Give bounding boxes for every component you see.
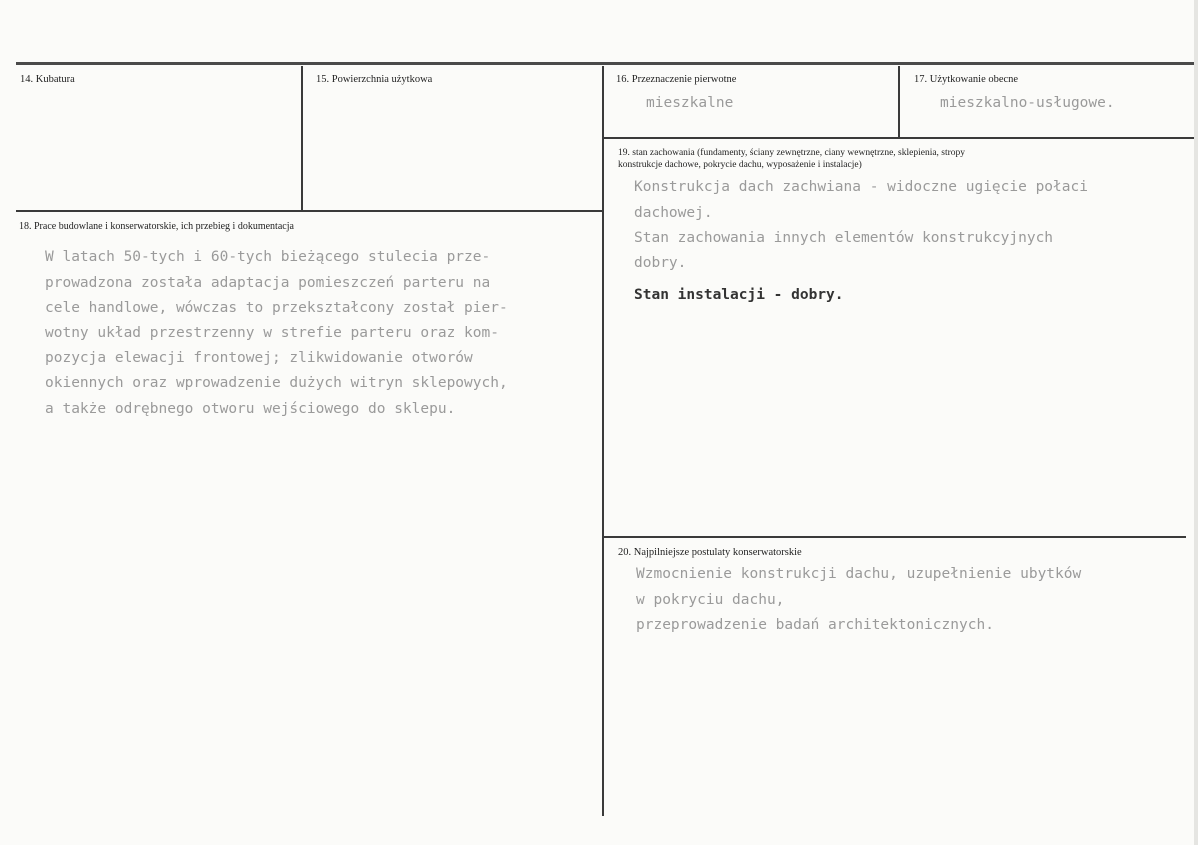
divider-row1-right	[603, 137, 1195, 139]
field-19-emphasis: Stan instalacji - dobry.	[634, 287, 844, 303]
divider-row1-left	[16, 210, 602, 212]
field-18-line: wotny układ przestrzenny w strefie parteru oraz kom-	[45, 325, 499, 341]
field-16-value: mieszkalne	[646, 95, 734, 111]
field-18-line: pozycja elewacji frontowej; zlikwidowanie otworów	[45, 350, 473, 366]
field-15-label: 15. Powierzchnia użytkowa	[316, 74, 433, 85]
field-16-label: 16. Przeznaczenie pierwotne	[616, 74, 737, 85]
field-14-label: 14. Kubatura	[20, 74, 75, 85]
divider-19-20	[603, 536, 1186, 538]
divider-main	[602, 66, 604, 816]
field-20-line: Wzmocnienie konstrukcji dachu, uzupełnienie ubytków	[636, 566, 1082, 582]
field-17-label: 17. Użytkowanie obecne	[914, 74, 1019, 85]
field-19-label-line2: konstrukcje dachowe, pokrycie dachu, wyposażenie i instalacje)	[618, 160, 862, 170]
field-18-line: okiennych oraz wprowadzenie dużych witryn sklepowych,	[45, 375, 508, 391]
divider-14-15	[301, 66, 303, 212]
field-18-line: cele handlowe, wówczas to przekształcony został pier-	[45, 300, 508, 316]
field-18-label: 18. Prace budowlane i konserwatorskie, ich przebieg i dokumentacja	[19, 221, 294, 232]
field-19-line: dobry.	[634, 255, 687, 271]
field-20-line: w pokryciu dachu,	[636, 592, 785, 608]
field-18-line: a także odrębnego otworu wejściowego do sklepu.	[45, 401, 456, 417]
field-19-line: Stan zachowania innych elementów konstrukcyjnych	[634, 230, 1054, 246]
field-20-label: 20. Najpilniejsze postulaty konserwatorskie	[618, 547, 802, 558]
field-19-line: dachowej.	[634, 205, 713, 221]
top-border	[16, 62, 1198, 65]
field-19-line: Konstrukcja dach zachwiana - widoczne ugięcie połaci	[634, 179, 1088, 195]
page-edge	[1194, 0, 1198, 845]
field-20-line: przeprowadzenie badań architektonicznych.	[636, 617, 994, 633]
divider-16-17	[898, 66, 900, 138]
field-18-line: W latach 50-tych i 60-tych bieżącego stulecia prze-	[45, 249, 491, 265]
field-18-line: prowadzona została adaptacja pomieszczeń parteru na	[45, 275, 491, 291]
field-17-value: mieszkalno-usługowe.	[940, 95, 1115, 111]
field-19-label-line1: 19. stan zachowania (fundamenty, ściany zewnętrzne, ciany wewnętrzne, sklepienia, stropy	[618, 148, 966, 158]
